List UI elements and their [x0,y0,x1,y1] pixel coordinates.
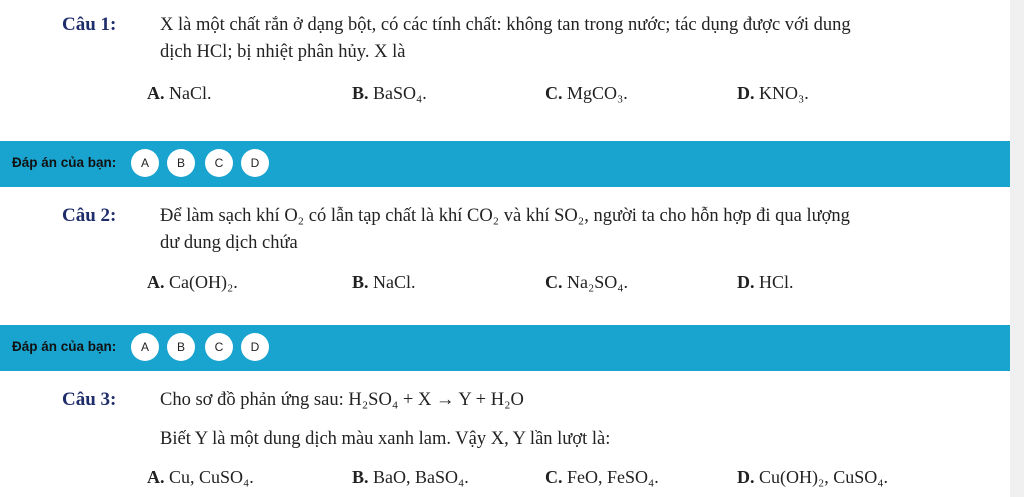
option-b: B. BaO, BaSO₄. [352,467,469,487]
option-a: A. Cu, CuSO₄. [147,467,254,487]
answer-a-button[interactable]: A [131,149,159,177]
question-text-line: X là một chất rắn ở dạng bột, có các tính chất: không tan trong nước; tác dụng được với dung [160,15,851,35]
answer-a-button[interactable]: A [131,333,159,361]
option-a: A. NaCl. [147,83,212,103]
answer-b-button[interactable]: B [167,333,195,361]
answer-c-button[interactable]: C [205,149,233,177]
question-card-1 [0,0,1010,141]
option-c: C. Na₂SO₄. [545,272,629,292]
answer-c-button[interactable]: C [205,333,233,361]
option-d: D. Cu(OH)₂, CuSO₄. [737,467,889,487]
option-d: D. KNO₃. [737,83,809,103]
answer-bar-2 [0,325,1010,371]
option-a: A. Ca(OH)₂. [147,272,238,292]
question-label: Câu 2: [62,205,117,226]
question-text-line: Cho sơ đồ phản ứng sau: H₂SO₄ + X → Y + H₂O [160,390,524,410]
question-text-line: Biết Y là một dung dịch màu xanh lam. Vậy X, Y lần lượt là: [160,429,611,449]
option-b: B. BaSO₄. [352,83,427,103]
question-label: Câu 1: [62,14,117,35]
question-text-line: Để làm sạch khí O₂ có lẫn tạp chất là khí CO₂ và khí SO₂, người ta cho hỗn hợp đi qua lượng [160,206,850,226]
answer-bar-label: Đáp án của bạn: [12,339,117,354]
answer-d-button[interactable]: D [241,149,269,177]
answer-bar-label: Đáp án của bạn: [12,155,117,170]
answer-bar-1 [0,141,1010,187]
question-card-3 [0,371,1010,497]
option-c: C. FeO, FeSO₄. [545,467,659,487]
question-label: Câu 3: [62,389,117,410]
scrollbar[interactable] [1010,0,1024,497]
option-d: D. HCl. [737,272,794,292]
question-text-line: dịch HCl; bị nhiệt phân hủy. X là [160,42,406,62]
answer-b-button[interactable]: B [167,149,195,177]
answer-d-button[interactable]: D [241,333,269,361]
question-text-line: dư dung dịch chứa [160,233,298,253]
option-b: B. NaCl. [352,272,416,292]
question-card-2 [0,187,1010,325]
option-c: C. MgCO₃. [545,83,628,103]
